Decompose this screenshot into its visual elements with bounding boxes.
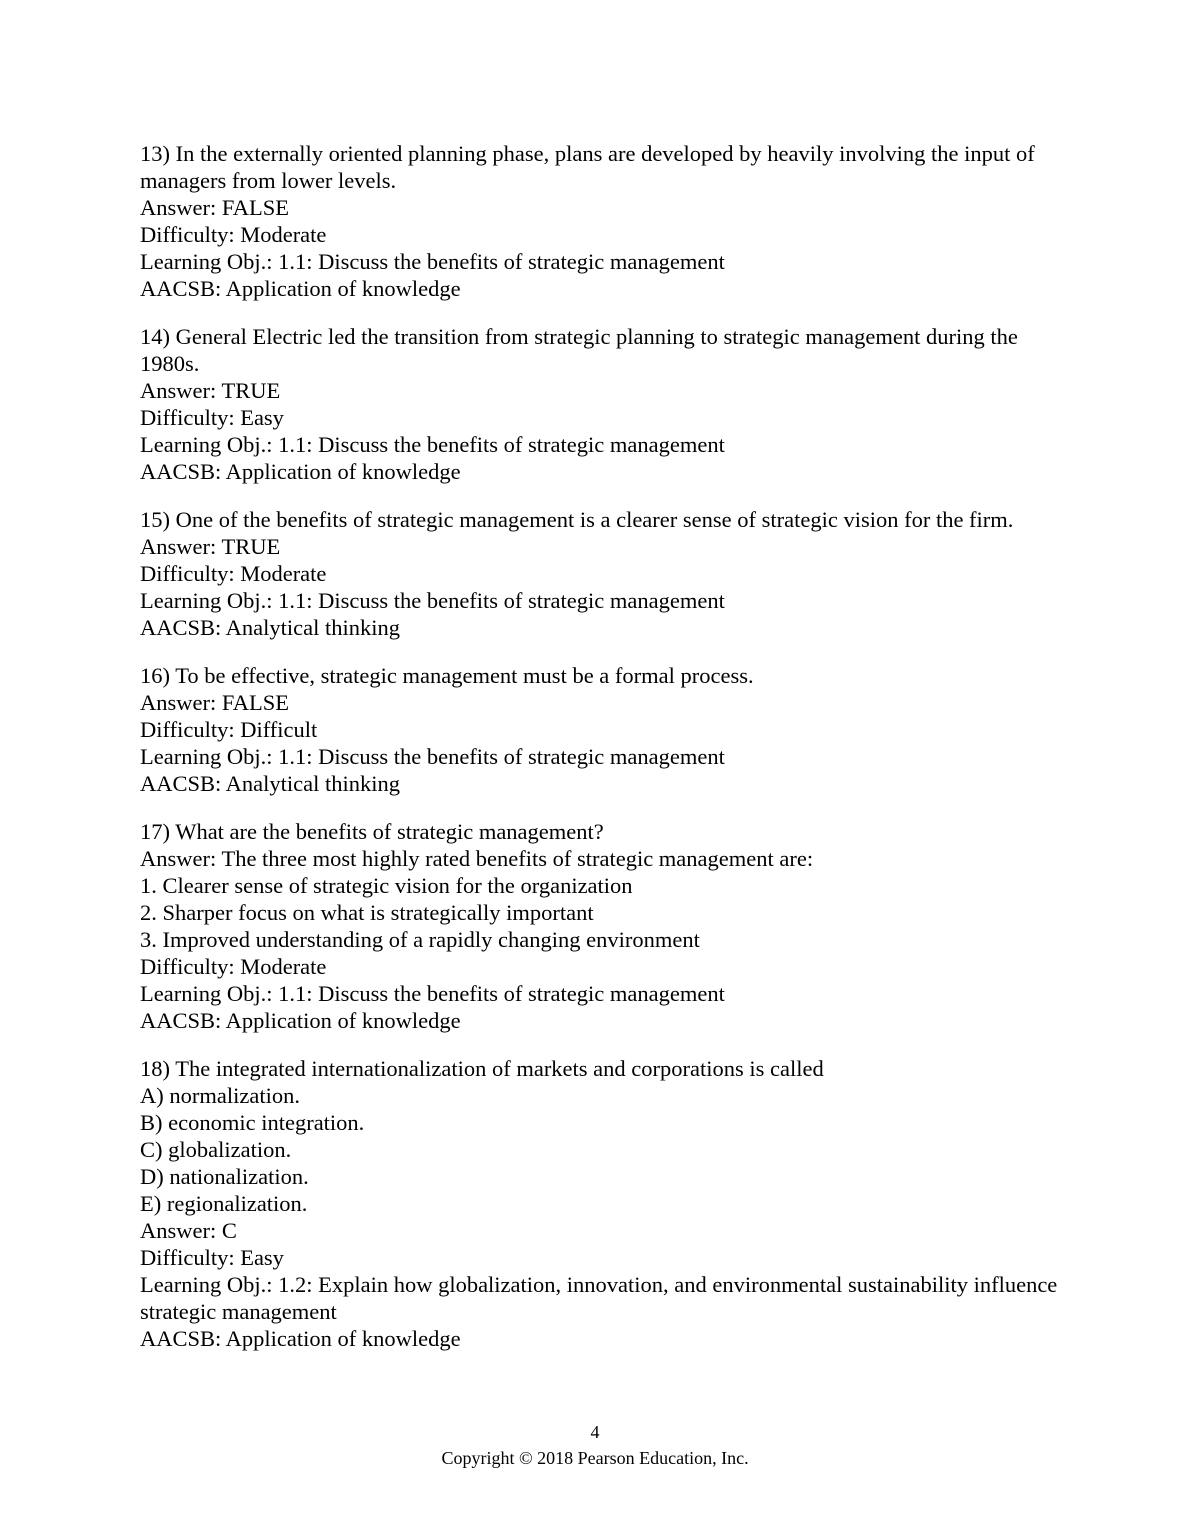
question-prompt: 13) In the externally oriented planning phase, plans are developed by heavily involving the input of managers from lower levels.	[140, 141, 1035, 193]
question-prompt: 16) To be effective, strategic management must be a formal process.	[140, 663, 754, 688]
question-prompt: 15) One of the benefits of strategic management is a clearer sense of strategic vision for the firm.	[140, 507, 1014, 532]
aacsb-line: AACSB: Application of knowledge	[140, 1008, 461, 1033]
answer-detail-line: 1. Clearer sense of strategic vision for the organization	[140, 873, 633, 898]
answer-detail-line: 2. Sharper focus on what is strategically important	[140, 900, 594, 925]
question-prompt: 14) General Electric led the transition from strategic planning to strategic management during the 1980s.	[140, 324, 1018, 376]
difficulty-line: Difficulty: Moderate	[140, 561, 327, 586]
answer-line: Answer: TRUE	[140, 534, 281, 559]
aacsb-line: AACSB: Analytical thinking	[140, 615, 401, 640]
answer-line: Answer: FALSE	[140, 690, 289, 715]
learning-objective-line: Learning Obj.: 1.1: Discuss the benefits of strategic management	[140, 981, 725, 1006]
question-block	[140, 662, 1070, 797]
copyright-notice: Copyright © 2018 Pearson Education, Inc.	[441, 1448, 749, 1468]
answer-detail-line: 3. Improved understanding of a rapidly changing environment	[140, 927, 700, 952]
answer-line: Answer: FALSE	[140, 195, 289, 220]
question-block	[140, 818, 1070, 1034]
learning-objective-line: Learning Obj.: 1.1: Discuss the benefits of strategic management	[140, 249, 725, 274]
answer-option: A) normalization.	[140, 1083, 300, 1108]
page-number: 4	[590, 1422, 600, 1442]
difficulty-line: Difficulty: Difficult	[140, 717, 318, 742]
difficulty-line: Difficulty: Easy	[140, 1245, 284, 1270]
answer-option: B) economic integration.	[140, 1110, 365, 1135]
aacsb-line: AACSB: Application of knowledge	[140, 1326, 461, 1351]
question-block	[140, 140, 1070, 302]
answer-option: D) nationalization.	[140, 1164, 309, 1189]
question-prompt: 17) What are the benefits of strategic management?	[140, 819, 604, 844]
learning-objective-line: Learning Obj.: 1.2: Explain how globalization, innovation, and environmental sustainability influence strategic management	[140, 1272, 1058, 1324]
aacsb-line: AACSB: Application of knowledge	[140, 459, 461, 484]
document-page	[140, 140, 1070, 1373]
question-prompt: 18) The integrated internationalization of markets and corporations is called	[140, 1056, 824, 1081]
question-block	[140, 323, 1070, 485]
question-block	[140, 506, 1070, 641]
difficulty-line: Difficulty: Easy	[140, 405, 284, 430]
answer-option: E) regionalization.	[140, 1191, 308, 1216]
question-block	[140, 1055, 1070, 1352]
answer-line: Answer: C	[140, 1218, 237, 1243]
difficulty-line: Difficulty: Moderate	[140, 222, 327, 247]
answer-line: Answer: TRUE	[140, 378, 281, 403]
answer-option: C) globalization.	[140, 1137, 292, 1162]
learning-objective-line: Learning Obj.: 1.1: Discuss the benefits of strategic management	[140, 744, 725, 769]
learning-objective-line: Learning Obj.: 1.1: Discuss the benefits of strategic management	[140, 432, 725, 457]
answer-line: Answer: The three most highly rated benefits of strategic management are:	[140, 846, 814, 871]
difficulty-line: Difficulty: Moderate	[140, 954, 327, 979]
question-list	[140, 140, 1070, 1352]
aacsb-line: AACSB: Analytical thinking	[140, 771, 401, 796]
aacsb-line: AACSB: Application of knowledge	[140, 276, 461, 301]
learning-objective-line: Learning Obj.: 1.1: Discuss the benefits of strategic management	[140, 588, 725, 613]
